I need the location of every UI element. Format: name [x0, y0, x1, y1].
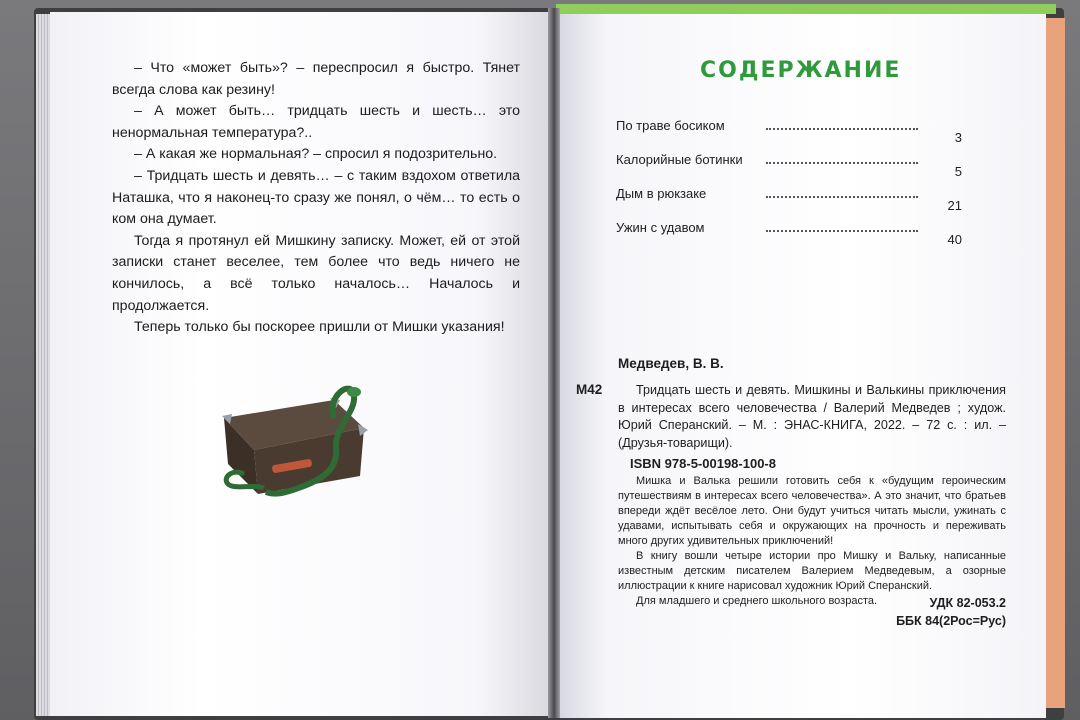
paragraph: – А какая же нормальная? – спросил я подозрительно.: [134, 146, 498, 163]
annotation-paragraph: Для младшего и среднего школьного возраста.: [636, 595, 878, 607]
paragraph: – А может быть… тридцать шесть и шесть… это ненормальная температура?..: [112, 103, 520, 141]
toc-entry: [616, 216, 962, 250]
toc-entry-page: 21: [947, 198, 962, 213]
toc-leader-dots: [766, 156, 918, 164]
snake-suitcase-illustration: [214, 378, 374, 498]
cover-green-edge: [556, 4, 1056, 14]
paragraph: Теперь только бы поскорее пришли от Мишки указания!: [134, 319, 505, 336]
catalog-entry: Тридцать шесть и девять. Мишкины и Валькины приключения в интересах всего человечества / Валерий Медведев ; худож. Юрий Сперанский. – М. : ЭНАС-КНИГА, 2022. – 72 с. : ил. – (Друзья-товарищи).: [618, 383, 1006, 450]
annotation-paragraph: В книгу вошли четыре истории про Мишку и Вальку, написанные известным детским писателем Валерием Медведевым, а озорные иллюстрации к книге нарисовал художник Юрий Сперанский.: [618, 550, 1006, 592]
toc-entry-title: Ужин с удавом: [616, 220, 705, 235]
toc-entry: [616, 182, 962, 216]
paragraph: – Тридцать шесть и девять… – с таким вздохом ответила Наташка, что я наконец-то сразу же понял, о чём… то есть о ком она думает.: [112, 167, 520, 228]
paragraph: Тогда я протянул ей Мишкину записку. Может, ей от этой записки станет веселее, тем более что ведь ничего не кончилось, а всё только началось… Началось и продолжается.: [112, 232, 520, 314]
toc-entry-title: Дым в рюкзаке: [616, 186, 707, 201]
isbn: ISBN 978-5-00198-100-8: [630, 456, 776, 471]
catalog-author: Медведев, В. В.: [618, 356, 724, 371]
toc-entry-page: 5: [954, 164, 962, 179]
toc-leader-dots: [766, 122, 918, 130]
toc-leader-dots: [766, 224, 918, 232]
toc-leader-dots: [766, 190, 918, 198]
toc-entry: [616, 148, 962, 182]
table-of-contents: [616, 114, 962, 250]
annotation: [618, 474, 1006, 609]
toc-entry: [616, 114, 962, 148]
catalog-code: М42: [576, 382, 603, 397]
bbk-code: ББК 84(2Рос=Рус): [896, 614, 1006, 628]
toc-entry-page: 40: [947, 232, 962, 247]
toc-entry-page: 3: [954, 130, 962, 145]
left-page-text: [112, 58, 520, 339]
book-gutter: [548, 8, 560, 718]
annotation-paragraph: Мишка и Валька решили готовить себя к «будущим героическим путешествиям в интересах всего человечества». А это значит, что братьев впереди ждёт весёлое лето. Они будут учиться читать мысли, ужинать с удавами, испытывать себя и окружающих на прочность и переживать много других удивительных приключений!: [618, 475, 1006, 547]
paragraph: – Что «может быть»? – переспросил я быстро. Тянет всегда слова как резину!: [112, 60, 520, 98]
toc-title: СОДЕРЖАНИЕ: [700, 58, 902, 83]
udk-code: УДК 82-053.2: [929, 596, 1006, 610]
snake-head: [347, 387, 361, 397]
toc-entry-title: По траве босиком: [616, 118, 725, 133]
toc-entry-title: Калорийные ботинки: [616, 152, 743, 167]
